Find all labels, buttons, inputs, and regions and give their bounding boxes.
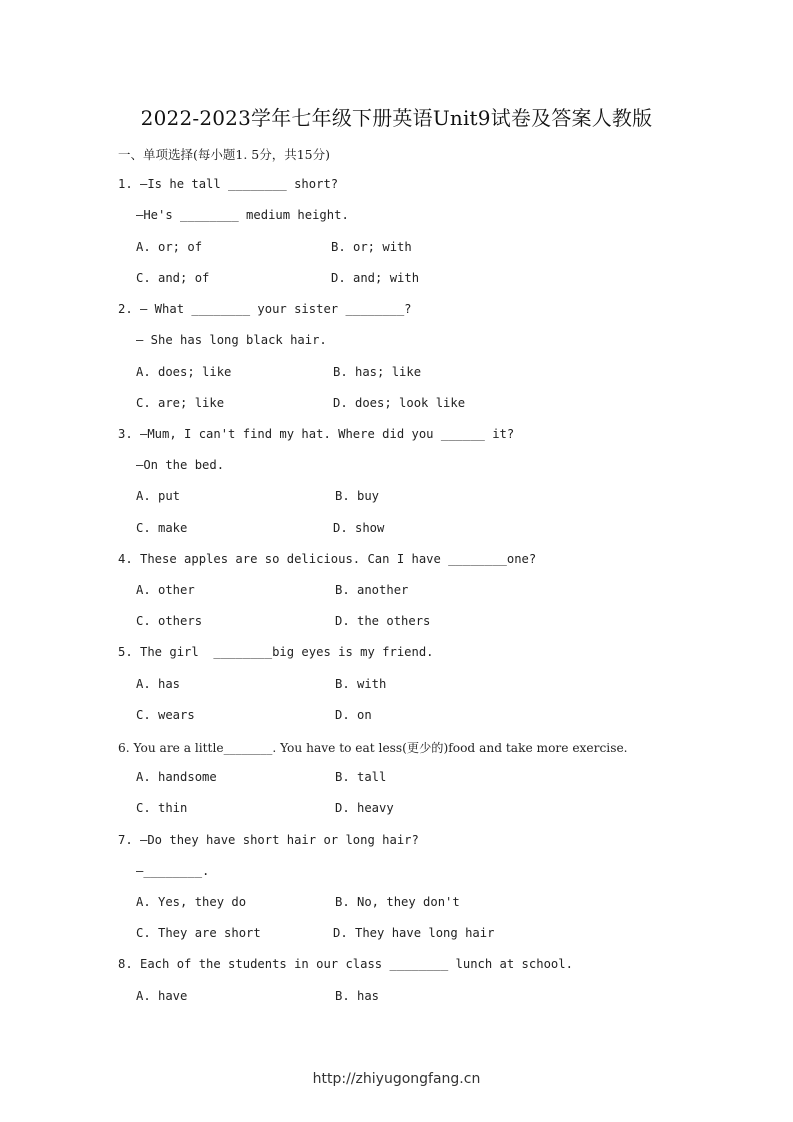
question-1-option-a: A. or; of	[136, 240, 203, 254]
question-4-option-a: A. other	[136, 583, 195, 597]
question-3-option-d: D. show	[333, 521, 385, 535]
question-2-reply: — She has long black hair.	[136, 333, 327, 347]
footer-url: http://zhiyugongfang.cn	[312, 1071, 481, 1087]
question-6-stem: 6. You are a little________. You have to eat less(更少的)food and take more exercise.	[118, 741, 628, 755]
question-3-stem: 3. —Mum, I can't find my hat. Where did you ______ it?	[118, 427, 515, 441]
question-7-option-a: A. Yes, they do	[136, 895, 247, 909]
question-6-option-a: A. handsome	[136, 770, 217, 784]
question-7-option-b: B. No, they don't	[335, 895, 460, 909]
question-7-reply: —________.	[136, 864, 210, 878]
question-4-stem: 4. These apples are so delicious. Can I have ________one?	[118, 552, 537, 566]
question-1-option-b: B. or; with	[331, 240, 412, 254]
question-5-stem: 5. The girl ________big eyes is my friend.	[118, 645, 434, 659]
document-title: 2022-2023学年七年级下册英语Unit9试卷及答案人教版	[140, 106, 653, 130]
question-6-option-c: C. thin	[136, 801, 188, 815]
question-3-reply: —On the bed.	[136, 458, 225, 472]
question-4-option-d: D. the others	[335, 614, 431, 628]
question-2-stem: 2. — What ________ your sister ________?	[118, 302, 412, 316]
question-8-option-a: A. have	[136, 989, 188, 1003]
question-2-option-a: A. does; like	[136, 365, 232, 379]
question-6-option-d: D. heavy	[335, 801, 394, 815]
question-1-option-c: C. and; of	[136, 271, 210, 285]
question-7-stem: 7. —Do they have short hair or long hair?	[118, 833, 419, 847]
question-4-option-b: B. another	[335, 583, 409, 597]
question-2-option-b: B. has; like	[333, 365, 422, 379]
question-8-stem: 8. Each of the students in our class ________ lunch at school.	[118, 957, 573, 971]
question-4-option-c: C. others	[136, 614, 203, 628]
question-3-option-b: B. buy	[335, 489, 380, 503]
question-2-option-c: C. are; like	[136, 396, 225, 410]
question-5-option-c: C. wears	[136, 708, 195, 722]
question-7-option-c: C. They are short	[136, 926, 261, 940]
question-7-option-d: D. They have long hair	[333, 926, 495, 940]
question-6-option-b: B. tall	[335, 770, 387, 784]
question-5-option-b: B. with	[335, 677, 387, 691]
question-3-option-a: A. put	[136, 489, 181, 503]
question-1-reply: —He's ________ medium height.	[136, 208, 349, 222]
question-5-option-d: D. on	[335, 708, 372, 722]
question-1-stem: 1. —Is he tall ________ short?	[118, 177, 339, 191]
question-2-option-d: D. does; look like	[333, 396, 466, 410]
section-heading: 一、单项选择(每小题1. 5分，共15分)	[118, 147, 331, 162]
question-1-option-d: D. and; with	[331, 271, 420, 285]
question-3-option-c: C. make	[136, 521, 188, 535]
question-8-option-b: B. has	[335, 989, 380, 1003]
question-5-option-a: A. has	[136, 677, 181, 691]
